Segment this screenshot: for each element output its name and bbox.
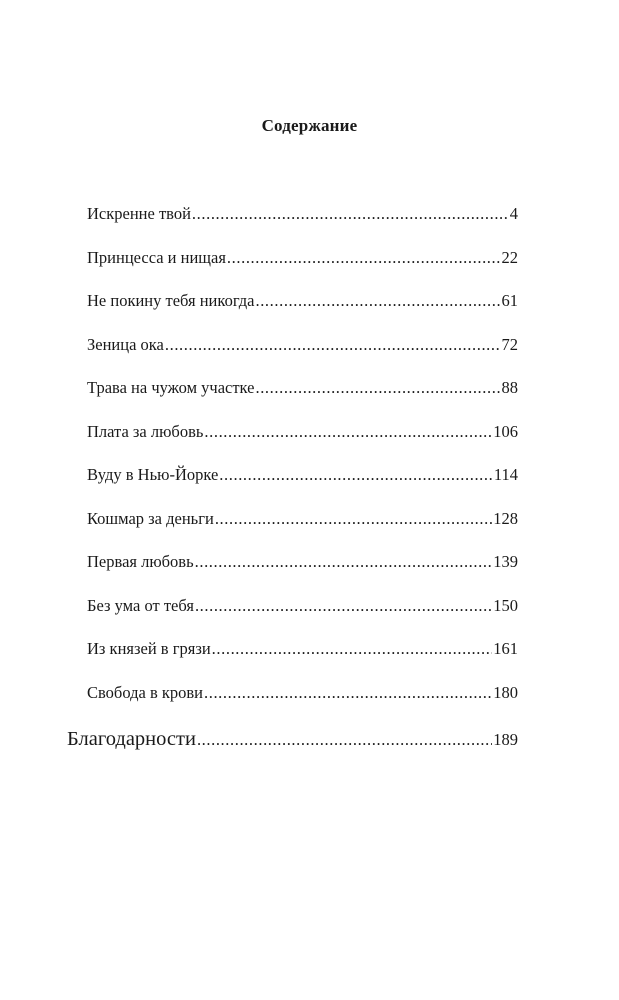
toc-entry-title: Свобода в крови [87,682,203,702]
toc-entry-page: 61 [501,291,518,310]
toc-entry[interactable] [87,594,518,638]
toc-entry[interactable] [87,333,518,377]
toc-entry-page: 189 [493,730,518,749]
dot-leader [192,202,509,226]
toc-entry[interactable] [87,376,518,420]
toc-entry[interactable] [87,681,518,725]
toc-entry-page: 150 [493,595,518,615]
toc-entry-title: Вуду в Нью-Йорке [87,465,219,484]
toc-entry[interactable] [87,202,518,246]
toc-entry-title: Искренне твой [87,204,191,223]
toc-entry[interactable] [87,420,518,464]
toc-entry-title: Первая любовь [87,552,194,571]
toc-entry-title: Кошмар за деньги [87,508,214,528]
toc-entry-page: 114 [493,465,518,484]
toc-entry[interactable] [87,246,518,290]
toc-entry-page: 180 [493,682,518,702]
dot-leader [215,507,492,531]
toc-entry-page: 88 [501,378,518,397]
toc-entry-title: Без ума от тебя [87,595,194,615]
dot-leader [197,725,492,754]
toc-entry-title: Из князей в грязи [87,639,211,658]
dot-leader [212,637,493,661]
dot-leader [195,550,493,574]
dot-leader [255,289,500,313]
toc-entry-acknowledgements[interactable] [67,725,518,769]
dot-leader [204,681,492,705]
toc-entry-title: Зеница ока [87,334,164,354]
toc-entry-title: Благодарности [67,728,196,750]
toc-entry-page: 106 [493,421,518,441]
toc-entry[interactable] [87,463,518,507]
toc-entry[interactable] [87,637,518,681]
toc-entry-title: Не покину тебя никогда [87,291,255,310]
toc-entry-page: 72 [501,334,518,354]
toc-entry[interactable] [87,507,518,551]
toc-entry-page: 128 [493,508,518,528]
page-title: Содержание [261,116,358,135]
toc-entry-page: 161 [493,639,518,658]
toc-entry[interactable] [87,550,518,594]
toc-entry[interactable] [87,289,518,333]
toc-entry-page: 139 [493,552,518,571]
toc-entry-title: Плата за любовь [87,421,204,441]
toc-entry-page: 4 [509,204,518,223]
dot-leader [219,463,493,487]
toc-entry-title: Трава на чужом участке [87,378,255,397]
dot-leader [204,420,492,444]
dot-leader [227,246,501,270]
toc-entry-page: 22 [501,247,518,267]
table-of-contents [67,202,518,750]
dot-leader [195,594,492,618]
dot-leader [165,333,501,357]
dot-leader [255,376,500,400]
toc-entry-title: Принцесса и нищая [87,247,226,267]
